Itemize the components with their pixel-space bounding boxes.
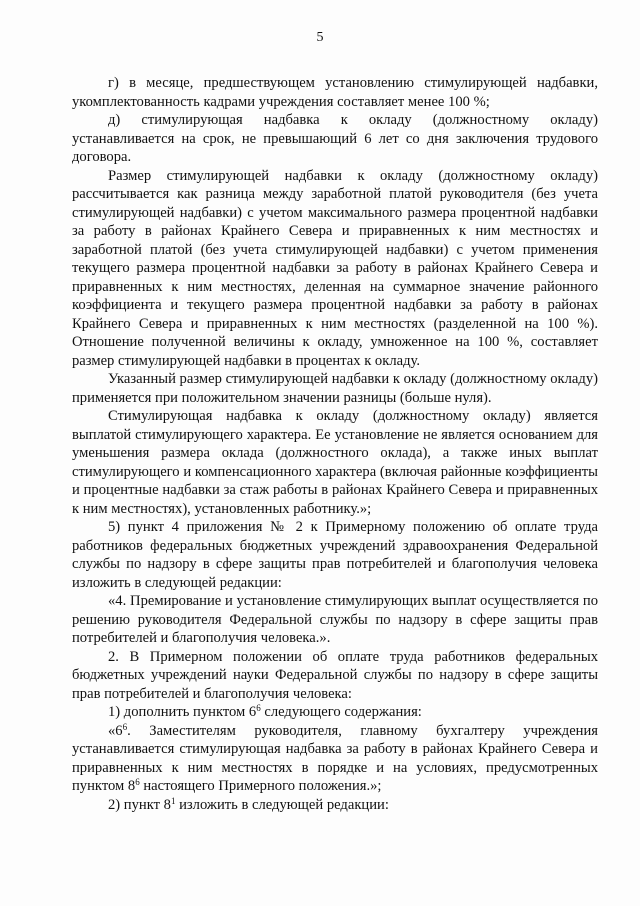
paragraph-item-5: 5) пункт 4 приложения № 2 к Примерному положению об оплате труда работников федеральных бюджетных учреждений здравоохранения Федеральной службы по надзору в сфере защиты прав потребителей и благополучия человека изложить в следующей редакции: — [72, 519, 598, 591]
item-1-superscript: 6 — [256, 703, 261, 713]
paragraph-item-d: д) стимулирующая надбавка к окладу (должностному окладу) устанавливается на срок, не превышающий 6 лет со дня заключения трудового договора. — [72, 112, 598, 165]
quote-end: настоящего Примерного положения.»; — [139, 778, 382, 794]
document-body — [72, 74, 598, 814]
paragraph-calculation: Размер стимулирующей надбавки к окладу (должностному окладу) рассчитывается как разница между заработной платой руководителя (без учета стимулирующей надбавки) с учетом максимального размера процентной надбавки за работу в районах Крайнего Севера и приравненных к ним местностях и заработной платой (без учета стимулирующей надбавки) с учетом применения текущего размера процентной надбавки за работу в районах Крайнего Севера и приравненных к ним местностях, деленная на суммарное значение районного коэффициента и текущего размера процентной надбавки за работу в районах Крайнего Севера и приравненных к ним местностях (разделенной на 100 %). Отношение полученной величины к окладу, умноженное на 100 %, составляет размер стимулирующей надбавки в процентах к окладу. — [72, 167, 598, 369]
paragraph-item-2 — [72, 796, 598, 815]
item-2-text-end: изложить в следующей редакции: — [175, 796, 389, 813]
paragraph-item-1 — [72, 703, 598, 722]
paragraph-stimulating-nature: Стимулирующая надбавка к окладу (должностному окладу) является выплатой стимулирующего характера. Ее установление не является основанием для уменьшения размера оклада (должностного оклада), а также иных выплат стимулирующего и компенсационного характера (включая районные коэффициенты и процентные надбавки за стаж работы в районах Крайнего Севера и приравненных к ним местностях), установленных работнику.»; — [72, 408, 598, 517]
item-2-superscript: 1 — [170, 795, 176, 806]
quote-superscript: 6 — [122, 721, 128, 732]
item-2-text: 2) пункт 8 — [108, 796, 171, 813]
item-1-text-end: следующего содержания: — [260, 704, 422, 720]
quote-open: «6 — [108, 722, 123, 739]
item-1-text: 1) дополнить пунктом 6 — [108, 704, 257, 720]
paragraph-positive-value: Указанный размер стимулирующей надбавки к окладу (должностному окладу) применяется при положительном значении разницы (больше нуля). — [72, 371, 598, 406]
page-number: 5 — [316, 30, 324, 45]
paragraph-item-g: г) в месяце, предшествующем установлению стимулирующей надбавки, укомплектованность кадрами учреждения составляет менее 100 %; — [72, 75, 598, 110]
paragraph-quote-4: «4. Премирование и установление стимулирующих выплат осуществляется по решению руководителя Федеральной службы по надзору в сфере защиты прав потребителей и благополучия человека.». — [72, 593, 598, 646]
quote-text: . Заместителям руководителя, главному бухгалтеру учреждения устанавливается стимулирующая надбавка за работу в районах Крайнего Севера и приравненных к ним местностях в порядке и на условиях, предусмотренных пунктом 8 — [72, 722, 598, 794]
quote-superscript-2: 6 — [135, 777, 140, 787]
paragraph-section-2: 2. В Примерном положении об оплате труда работников федеральных бюджетных учреждений науки Федеральной службы по надзору в сфере защиты прав потребителей и благополучия человека: — [72, 648, 598, 702]
paragraph-quote-6-6 — [72, 722, 598, 796]
